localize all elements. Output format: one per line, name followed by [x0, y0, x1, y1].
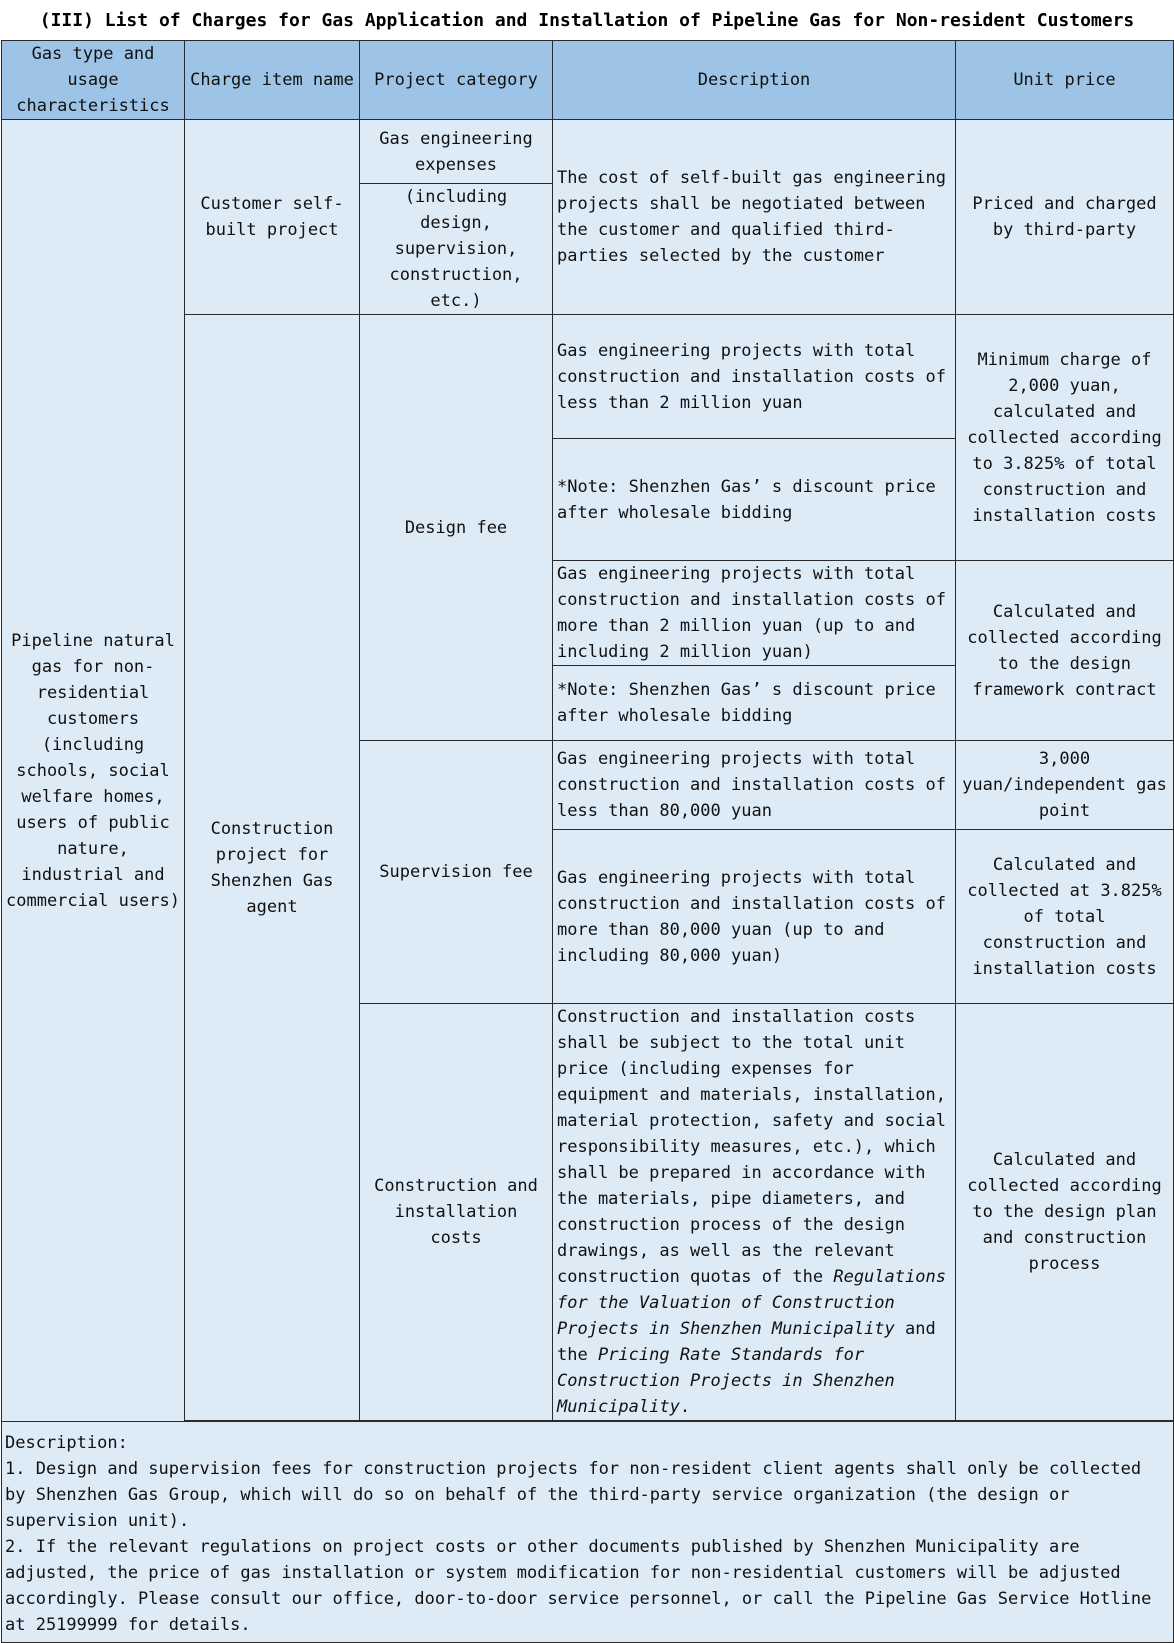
notes-heading: Description: — [5, 1433, 128, 1453]
construction-description-end: . — [679, 1397, 691, 1417]
header-charge-item: Charge item name — [185, 41, 360, 120]
design-description-1: Gas engineering projects with total construction and installation costs of less than 2 million yuan — [553, 315, 956, 439]
notes-cell — [2, 1422, 1174, 1643]
design-unit-price-2: Calculated and collected according to the design framework contract — [956, 561, 1174, 741]
supervision-description-2: Gas engineering projects with total construction and installation costs of more than 80,000 yuan (up to and including 80,000 yuan) — [553, 830, 956, 1004]
regulation-title-1: Regulations for the Valuation of Construction Projects in Shenzhen Municipality — [557, 1267, 946, 1339]
self-built-category-bottom: (including design, supervision, construction, etc.) — [360, 184, 553, 315]
agent-charge-item: Construction project for Shenzhen Gas agent — [185, 315, 360, 1421]
design-unit-price-1: Minimum charge of 2,000 yuan, calculated and collected according to 3.825% of total construction and installation costs — [956, 315, 1174, 561]
construction-description — [553, 1004, 956, 1421]
header-project-category: Project category — [360, 41, 553, 120]
construction-unit-price: Calculated and collected according to the design plan and construction process — [956, 1004, 1174, 1421]
gas-type-cell: Pipeline natural gas for non-residential customers (including schools, social welfare homes, users of public nature, industrial and commercial users) — [2, 120, 185, 1422]
construction-description-main: Construction and installation costs shall be subject to the total unit price (including expenses for equipment and materials, installation, material protection, safety and social responsibility measures, etc.), which shall be prepared in accordance with the materials, pipe diameters, and construction process of the design drawings, as well as the relevant construction quotas of the — [557, 1007, 946, 1287]
self-built-unit-price: Priced and charged by third-party — [956, 120, 1174, 315]
header-description: Description — [553, 41, 956, 120]
notes-row — [2, 1422, 1174, 1643]
self-built-category-top: Gas engineering expenses — [360, 120, 553, 184]
design-note-2: *Note: Shenzhen Gas’ s discount price after wholesale bidding — [553, 666, 956, 741]
supervision-description-1: Gas engineering projects with total construction and installation costs of less than 80,000 yuan — [553, 741, 956, 830]
charges-table — [1, 40, 1174, 1643]
self-built-description: The cost of self-built gas engineering projects shall be negotiated between the customer and qualified third-parties selected by the customer — [553, 120, 956, 315]
header-unit-price: Unit price — [956, 41, 1174, 120]
table-row — [2, 120, 1174, 184]
design-note-1: *Note: Shenzhen Gas’ s discount price after wholesale bidding — [553, 439, 956, 561]
regulation-title-2: Pricing Rate Standards for Construction Projects in Shenzhen Municipality — [557, 1345, 895, 1417]
supervision-fee-category: Supervision fee — [360, 741, 553, 1004]
notes-item-2: 2. If the relevant regulations on project costs or other documents published by Shenzhen Municipality are adjusted, the price of gas installation or system modification for non-residential customers will be adjusted accordingly. Please consult our office, door-to-door service personnel, or call the Pipeline Gas Service Hotline at 25199999 for details. — [5, 1537, 1152, 1635]
self-built-charge-item: Customer self-built project — [185, 120, 360, 315]
header-row — [2, 41, 1174, 120]
design-fee-category: Design fee — [360, 315, 553, 741]
charges-document — [1, 0, 1173, 1643]
notes-item-1: 1. Design and supervision fees for construction projects for non-resident client agents shall only be collected by Shenzhen Gas Group, which will do so on behalf of the third-party service organization (the design or supervision unit). — [5, 1459, 1142, 1531]
header-gas-type: Gas type and usage characteristics — [2, 41, 185, 120]
document-title: (III) List of Charges for Gas Application and Installation of Pipeline Gas for Non-resident Customers — [1, 0, 1173, 40]
supervision-unit-price-2: Calculated and collected at 3.825% of total construction and installation costs — [956, 830, 1174, 1004]
design-description-2: Gas engineering projects with total construction and installation costs of more than 2 million yuan (up to and including 2 million yuan) — [553, 561, 956, 666]
construction-description-and: and the — [557, 1319, 936, 1365]
supervision-unit-price-1: 3,000 yuan/independent gas point — [956, 741, 1174, 830]
construction-category: Construction and installation costs — [360, 1004, 553, 1421]
